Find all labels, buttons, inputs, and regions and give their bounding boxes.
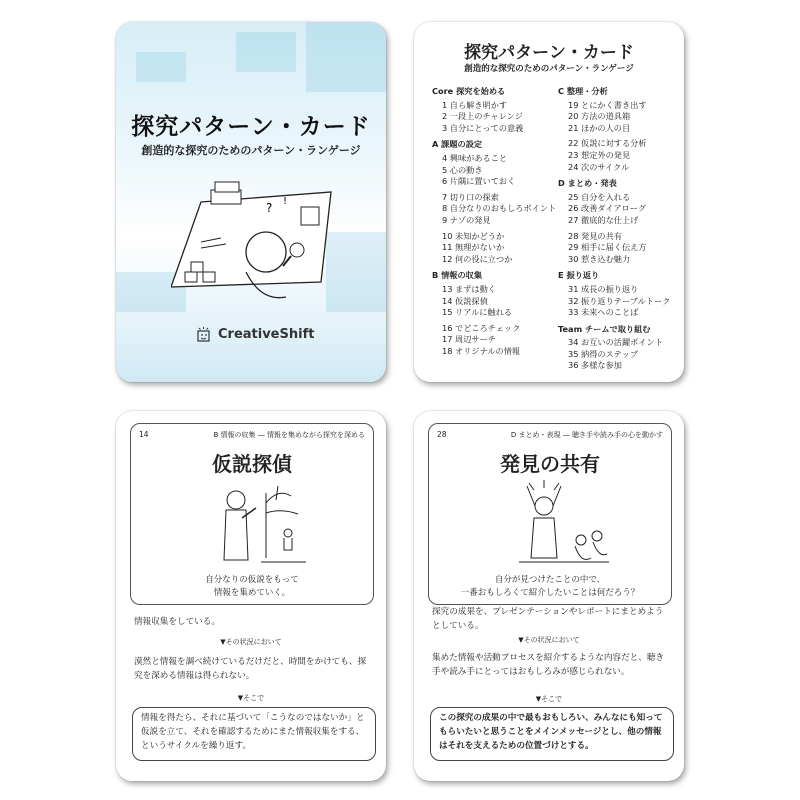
cover-title: 探究パターン・カード: [131, 114, 371, 140]
pattern-category: D まとめ・表現 ― 聴き手や読み手の心を動かす: [510, 431, 663, 439]
pattern-problem: 漠然と情報を調べ続けているだけだと、時間をかけても、探究を深める情報は得られない。: [134, 657, 367, 681]
pattern-solution: 情報を得たら、それに基づいて「こうなのではないか」と仮説を立て、それを確認するためにまた情報収集をする、というサイクルを繰り返す。: [132, 707, 376, 761]
summary-line: 自分が見つけたことの中で、: [494, 575, 606, 585]
index-item: 36 多様な参加: [568, 360, 622, 371]
index-item: 22 仮説に対する分析: [568, 138, 647, 149]
pattern-solution: この探究の成果の中で最もおもしろい、みんなにも知ってもらいたいと思うことをメインメッセージとし、他の情報はそれを支えるための位置づけとする。: [430, 707, 674, 761]
index-item: 5 心の動き: [442, 164, 483, 175]
index-item: 18 オリジナルの情報: [442, 345, 521, 356]
index-subtitle: 創造的な探究のためのパターン・ランゲージ: [464, 64, 634, 74]
index-item: 27 徹底的な仕上げ: [568, 214, 639, 225]
index-item: 1 自ら解き明かす: [442, 99, 508, 110]
pattern-summary: [131, 574, 373, 600]
problem-marker: ▼その状況において: [518, 636, 580, 644]
index-group-heading: Core 探究を始める: [432, 86, 506, 96]
pattern-name: 仮説探偵: [212, 452, 292, 476]
index-group-heading: B 情報の収集: [432, 270, 483, 281]
index-item: 10 未知かどうか: [442, 230, 505, 241]
index-right-column: [558, 86, 680, 372]
index-item: 33 未来へのことば: [568, 307, 639, 318]
index-group-heading: Team チームで取り組む: [558, 323, 651, 334]
index-item: 16 でどころチェック: [442, 322, 521, 333]
solution-marker: ▼そこで: [535, 695, 563, 703]
index-card: [414, 22, 684, 382]
pattern-category: B 情報の収集 ― 情報を集めながら探究を深める: [213, 431, 365, 439]
index-item: 9 ナゾの発見: [442, 214, 491, 225]
cover-logo: [196, 326, 314, 342]
cover-subtitle: 創造的な探究のためのパターン・ランゲージ: [141, 144, 361, 157]
index-item: 11 無理がないか: [442, 242, 505, 253]
cover-decor: [306, 22, 386, 92]
summary-line: 一番おもしろくて紹介したいことは何だろう？: [460, 588, 640, 598]
pattern-card-header: [130, 423, 374, 605]
index-item: 4 興味があること: [442, 152, 508, 163]
solution-marker: ▼そこで: [237, 694, 265, 702]
summary-line: 自分なりの仮説をもって: [205, 575, 299, 585]
problem-marker: ▼その状況において: [220, 638, 282, 646]
pattern-number: 28: [437, 430, 447, 439]
pattern-card-header: [428, 423, 672, 605]
cover-card: [116, 22, 386, 382]
index-group-heading: D まとめ・発表: [558, 178, 617, 189]
pattern-problem: 集めた情報や活動プロセスを紹介するような内容だと、聴き手や読み手にとってはおもしろみが感じられない。: [432, 653, 665, 677]
index-item: 30 惹き込む魅力: [568, 253, 631, 264]
pattern-summary: [429, 574, 671, 600]
index-group-heading: A 課題の設定: [432, 139, 483, 150]
index-item: 21 ほかの人の目: [568, 122, 631, 133]
index-item: 29 相手に届く伝え方: [568, 242, 647, 253]
svg-text:?: ?: [266, 201, 273, 215]
index-item: 17 周辺サーチ: [442, 334, 496, 345]
index-item: 34 お互いの活躍ポイント: [568, 337, 663, 348]
index-item: 23 想定外の発見: [568, 149, 631, 160]
lightbulb-icon: [196, 326, 212, 342]
index-item: 7 切り口の探索: [442, 191, 499, 202]
index-title: 探究パターン・カード: [464, 43, 634, 63]
index-item: 12 何の役に立つか: [442, 253, 513, 264]
index-item: 31 成長の振り返り: [568, 283, 639, 294]
index-item: 2 一段上のチャレンジ: [442, 111, 523, 122]
index-item: 32 振り返りテーブルトーク: [568, 295, 671, 306]
index-item: 20 方法の道具箱: [568, 111, 631, 122]
summary-line: 情報を集めていく。: [213, 588, 291, 598]
pattern-name: 発見の共有: [500, 452, 600, 476]
index-item: 3 自分にとっての意義: [442, 122, 524, 133]
index-item: 19 とにかく書き出す: [568, 99, 647, 110]
pattern-context: 情報収集をしている。: [134, 617, 220, 627]
index-item: 13 まずは動く: [442, 283, 496, 294]
index-item: 6 片隅に置いておく: [442, 176, 516, 187]
index-item: 8 自分なりのおもしろポイント: [442, 203, 557, 214]
cover-illustration: [171, 172, 341, 302]
index-item: 15 リアルに触れる: [442, 307, 513, 318]
index-item: 14 仮説探偵: [442, 295, 488, 306]
index-item: 35 納得のステップ: [568, 348, 639, 359]
pattern-card-14: [116, 411, 386, 781]
pattern-number: 14: [139, 430, 149, 439]
pattern-context: 探究の成果を、プレゼンテーションやレポートにまとめようとしている。: [432, 607, 664, 631]
detective-illustration: [206, 478, 306, 568]
index-item: 26 改善ダイアローグ: [568, 203, 647, 214]
cover-logo-text: CreativeShift: [218, 326, 315, 342]
index-item: 25 自分を入れる: [568, 191, 631, 202]
index-item: 24 次のサイクル: [568, 161, 630, 172]
cover-decor: [236, 32, 296, 72]
index-left-column: [432, 86, 557, 357]
sharing-illustration: [499, 478, 609, 570]
svg-text:!: !: [283, 196, 288, 207]
index-item: 28 発見の共有: [568, 230, 622, 241]
index-group-heading: C 整理・分析: [558, 86, 608, 96]
cover-decor: [136, 52, 186, 82]
pattern-card-28: [414, 411, 684, 781]
index-group-heading: E 振り返り: [558, 270, 600, 281]
